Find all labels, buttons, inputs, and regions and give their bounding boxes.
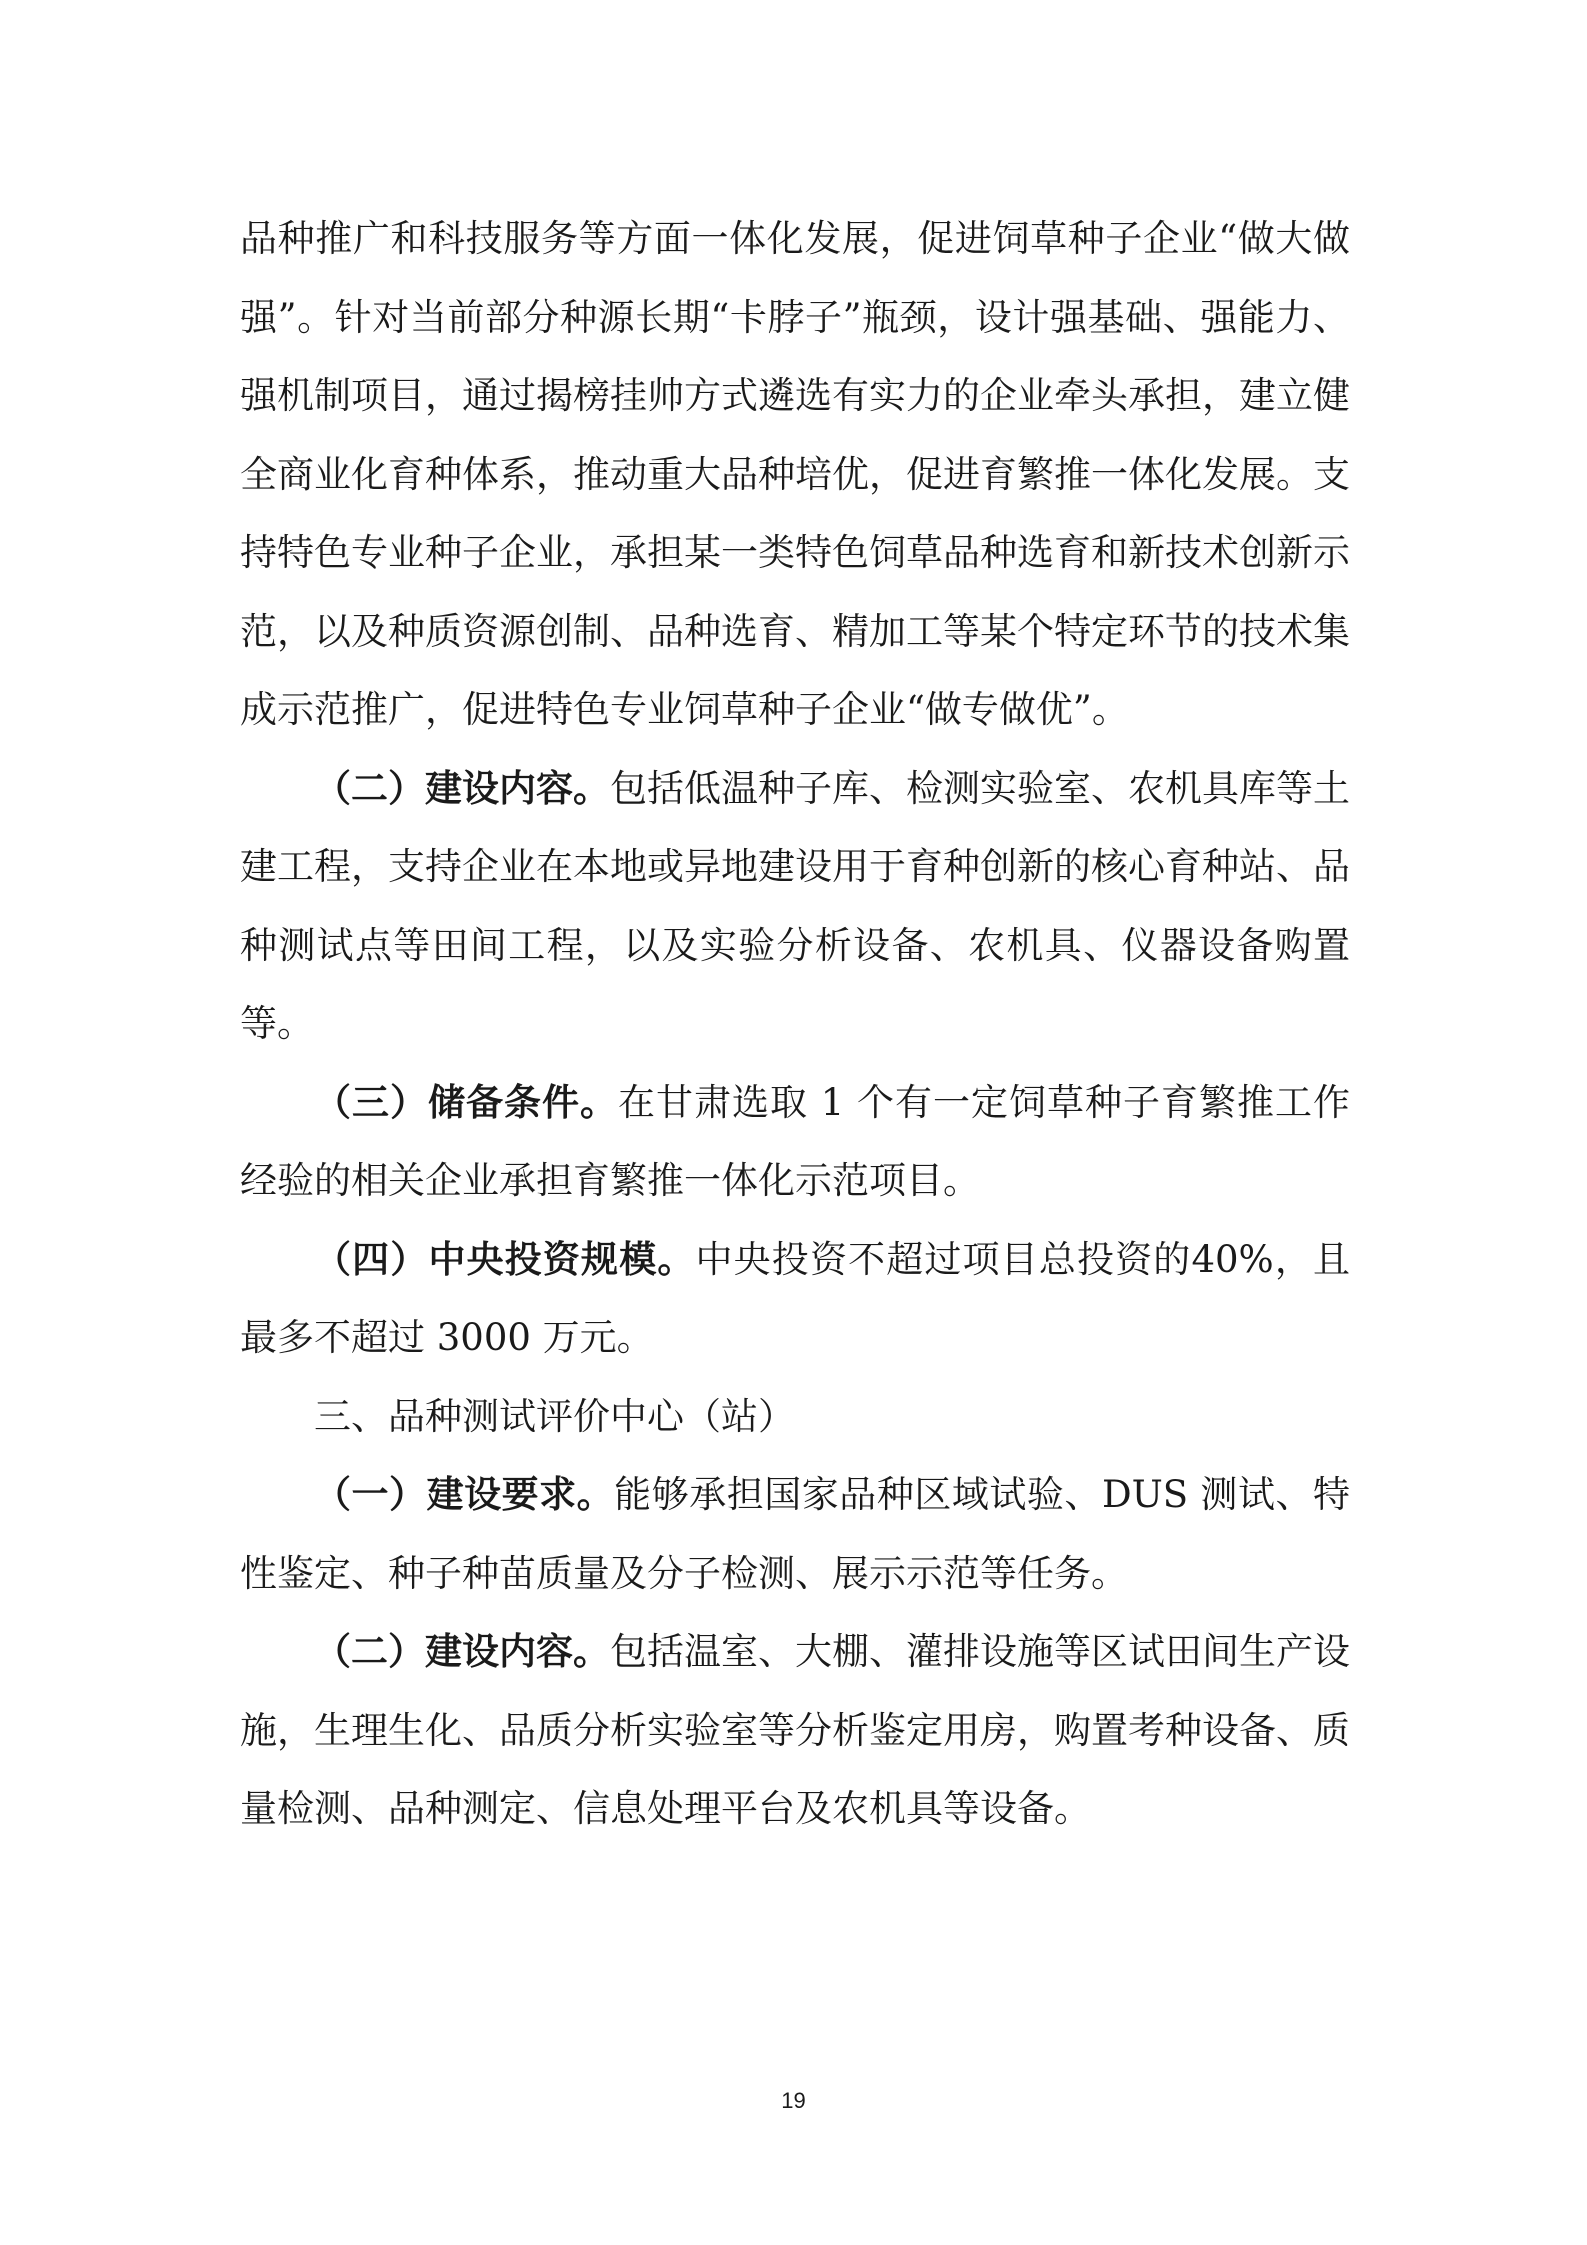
paragraph-text: 能够承担国家品种区域试验、DUS 测试、特性鉴定、种子种苗质量及分子检测、展示示范等任务。 [240, 1473, 1350, 1595]
paragraph-lead: （四）中央投资规模。 [314, 1237, 696, 1281]
page-number: 19 [781, 2088, 806, 2113]
paragraph-lead: （三）储备条件。 [314, 1080, 618, 1124]
paragraph-continued: 品种推广和科技服务等方面一体化发展，促进饲草种子企业“做大做强”。针对当前部分种源长期“卡脖子”瓶颈，设计强基础、强能力、强机制项目，通过揭榜挂帅方式遴选有实力的企业牵头承担，建立健全商业化育种体系，推动重大品种培优，促进育繁推一体化发展。支持特色专业种子企业，承担某一类特色饲草品种选育和新技术创新示范，以及种质资源创制、品种选育、精加工等某个特定环节的技术集成示范推广，促进特色专业饲草种子企业“做专做优”。 [240, 217, 1350, 731]
document-body [240, 200, 1350, 1849]
paragraph-text: 包括低温种子库、检测实验室、农机具库等土建工程，支持企业在本地或异地建设用于育种创新的核心育种站、品种测试点等田间工程，以及实验分析设备、农机具、仪器设备购置等。 [240, 766, 1350, 1045]
paragraph-construction-requirements [240, 1456, 1350, 1613]
paragraph-lead: （二）建设内容。 [314, 766, 610, 810]
paragraph-lead: （一）建设要求。 [314, 1473, 615, 1516]
paragraph-investment-scale [240, 1221, 1350, 1378]
section-heading: 三、品种测试评价中心（站） [314, 1394, 795, 1438]
paragraph-text: 中央投资不超过项目总投资的40%，且最多不超过 3000 万元。 [240, 1237, 1350, 1359]
paragraph-text: 包括温室、大棚、灌排设施等区试田间生产设施，生理生化、品质分析实验室等分析鉴定用房，购置考种设备、质量检测、品种测定、信息处理平台及农机具等设备。 [240, 1630, 1350, 1830]
paragraph-reserve-conditions [240, 1064, 1350, 1221]
paragraph-construction-content-2 [240, 1613, 1350, 1849]
paragraph-construction-content [240, 750, 1350, 1064]
paragraph-lead: （二）建设内容。 [314, 1630, 610, 1673]
paragraph-text: 在甘肃选取 1 个有一定饲草种子育繁推工作经验的相关企业承担育繁推一体化示范项目。 [240, 1080, 1351, 1202]
